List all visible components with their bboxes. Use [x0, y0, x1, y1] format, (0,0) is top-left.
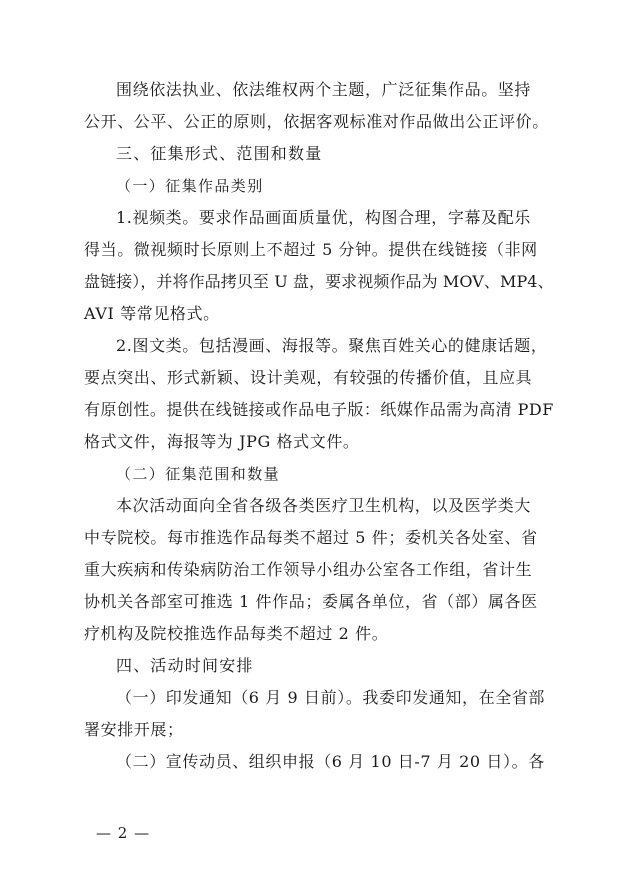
paragraph-line: 要点突出、形式新颖、设计美观，有较强的传播价值，且应具 — [84, 368, 533, 387]
paragraph-line: 中专院校。每市推选作品每类不超过 5 件；委机关各处室、省 — [84, 528, 538, 547]
paragraph-line: 有原创性。提供在线链接或作品电子版：纸媒作品需为高清 PDF — [84, 400, 554, 419]
paragraph-line: 格式文件，海报等为 JPG 格式文件。 — [84, 432, 360, 451]
paragraph-line: （二）宣传动员、组织申报（6 月 10 日-7 月 20 日）。各 — [116, 752, 545, 771]
paragraph-line: 盘链接），并将作品拷贝至 U 盘，要求视频作品为 MOV、MP4、 — [84, 272, 554, 291]
paragraph-line: 围绕依法执业、依法维权两个主题，广泛征集作品。坚持 — [116, 80, 532, 99]
paragraph-line: 重大疾病和传染病防治工作领导小组办公室各工作组，省计生 — [84, 560, 533, 579]
section-heading: 三、征集形式、范围和数量 — [116, 144, 323, 163]
paragraph-line: 协机关各部室可推选 1 件作品；委属各单位，省（部）属各医 — [84, 592, 538, 611]
page-number: — 2 — — [96, 824, 151, 842]
paragraph-line: 疗机构及院校推选作品每类不超过 2 件。 — [84, 624, 389, 643]
paragraph-line: 署安排开展； — [84, 720, 184, 739]
paragraph-line: 得当。微视频时长原则上不超过 5 分钟。提供在线链接（非网 — [84, 240, 538, 259]
subsection-heading: （一）征集作品类别 — [116, 177, 264, 195]
paragraph-line: 本次活动面向全省各级各类医疗卫生机构，以及医学类大 — [116, 496, 532, 515]
document-body — [84, 74, 554, 778]
paragraph-line: （一）印发通知（6 月 9 日前）。我委印发通知，在全省部 — [116, 688, 546, 707]
paragraph-line: 2.图文类。包括漫画、海报等。聚焦百姓关心的健康话题， — [116, 336, 548, 355]
paragraph-line: AVI 等常见格式。 — [84, 304, 220, 323]
section-heading: 四、活动时间安排 — [116, 656, 254, 675]
subsection-heading: （二）征集范围和数量 — [116, 465, 281, 483]
paragraph-line: 公开、公平、公正的原则，依据客观标准对作品做出公正评价。 — [84, 112, 549, 131]
paragraph-line: 1.视频类。要求作品画面质量优，构图合理，字幕及配乐 — [116, 208, 531, 227]
